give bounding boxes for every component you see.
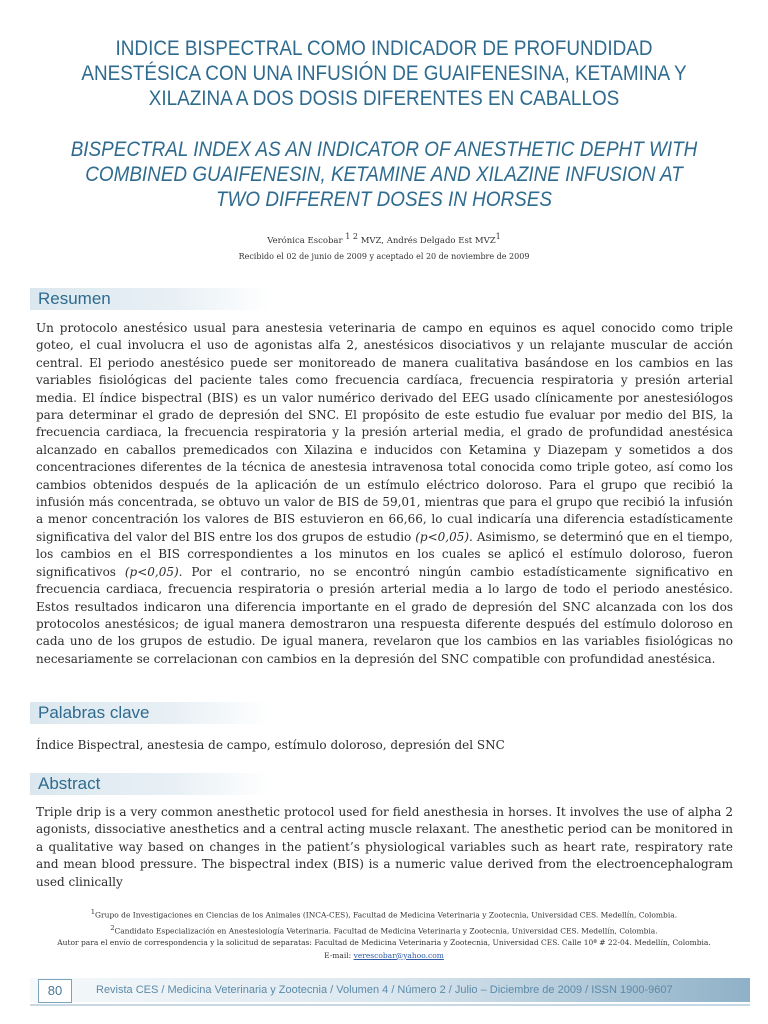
resumen-text-3: Por el contrario, no se encontró ningún cambio estadísticamente significativo en frecuencia cardiaca, frecuencia respiratoria o presión arterial media a lo largo de todo el periodo anestésico. Estos resultados indicaron una diferencia importante en el grado de depresión del SNC alcanzada con los dos protocolos anestésicos; de igual manera demostraron una respuesta diferente después del estímulo doloroso en cada uno de los grupos de estudio. De igual manera, revelaron que los cambios en las variables fisiológicas no necesariamente se correlacionan con cambios en la depresión del SNC compatible con profundidad anestésica. xyxy=(36,564,734,666)
footnote-email-line xyxy=(0,950,768,962)
footnote-1-mark: 1 xyxy=(90,908,96,916)
email-link[interactable]: verescobar@yahoo.com xyxy=(353,950,444,960)
section-heading-abstract: Abstract xyxy=(30,773,270,795)
email-label: E-mail: xyxy=(324,950,354,960)
author-1: Verónica Escobar xyxy=(267,235,343,246)
footnote-1 xyxy=(0,906,768,922)
page-number: 80 xyxy=(38,979,72,1003)
footer-divider xyxy=(30,1004,750,1006)
footnotes xyxy=(0,906,768,962)
title-english: BISPECTRAL INDEX AS AN INDICATOR OF ANESTHETIC DEPHT WITH COMBINED GUAIFENESIN, KETAMINE AND XILAZINE INFUSION AT TWO DIFFERENT DOSES IN HORSES xyxy=(70,138,698,211)
resumen-paragraph xyxy=(36,320,733,668)
footnote-2-text: Candidato Especialización en Anestesiología Veterinaria. Facultad de Medicina Veterinaria y Zootecnia, Universidad CES. Medellín, Colombia. xyxy=(114,926,658,936)
author-suffix: MVZ, Andrés Delgado Est MVZ xyxy=(360,235,496,246)
section-heading-resumen: Resumen xyxy=(30,288,270,310)
palabras-clave-text: Índice Bispectral, anestesia de campo, estímulo doloroso, depresión del SNC xyxy=(36,738,505,752)
resumen-text-1: Un protocolo anestésico usual para anestesia veterinaria de campo en equinos es aquel conocido como triple goteo, el cual involucra el uso de agonistas alfa 2, anestésicos disociativos y un relajante muscular de acción central. El periodo anestésico puede ser monitoreado de manera cualitativa basándose en los cambios en las variables fisiológicas del paciente tales como frecuencia cardíaca, frecuencia respiratoria y presión arterial media. El índice bispectral (BIS) es un valor numérico derivado del EEG usado clínicamente por anestesiólogos para determinar el grado de depresión del SNC. El propósito de este estudio fue evaluar por medio del BIS, la frecuencia cardiaca, la frecuencia respiratoria y la presión arterial media, el grado de profundidad anestésica alcanzado en caballos premedicados con Xilazina e inducidos con Ketamina y Diazepam y sometidos a dos concentraciones diferentes de la técnica de anestesia intravenosa total conocida como triple goteo, así como los cambios obtenidos después de la aplicación de un estímulo eléctrico doloroso. Para el grupo que recibió la infusión más concentrada, se obtuvo un valor de BIS de 59,01, mientras que para el grupo que recibió la infusión a menor concentración los valores de BIS estuvieron en 66,66, lo cual indicaría una diferencia estadísticamente significativa del valor del BIS entre los dos grupos de estudio xyxy=(36,321,733,544)
footnote-2 xyxy=(0,922,768,938)
footnote-2-mark: 2 xyxy=(110,923,115,932)
author-1-affiliation: 1 2 xyxy=(345,232,358,241)
resumen-p-value-1: (p<0,05). xyxy=(415,529,473,544)
resumen-p-value-2: (p<0,05). xyxy=(124,564,183,579)
abstract-paragraph: Triple drip is a very common anesthetic protocol used for field anesthesia in horses. It involves the use of alpha 2 agonists, dissociative anesthetics and a central acting muscle relaxant. The anesthetic period can be monitored in a qualitative way based on changes in the patient’s physiological variables such as heart rate, respiratory rate and mean blood pressure. The bispectral index (BIS) is a numeric value derived from the electroencephalogram used clinically xyxy=(36,805,733,889)
received-date: Recibido el 02 de junio de 2009 y aceptado el 20 de noviembre de 2009 xyxy=(238,252,530,261)
journal-citation: Revista CES / Medicina Veterinaria y Zootecnia / Volumen 4 / Número 2 / Julio – Diciembre de 2009 / ISSN 1900-9607 xyxy=(96,984,673,996)
footnote-correspondence: Autor para el envío de correspondencia y la solicitud de separatas: Facultad de Medicina Veterinaria y Zootecnia, Universidad CES. Calle 10ª # 22-04. Medellín, Colombia. xyxy=(57,938,711,948)
resumen-text-2: Asimismo, se determinó que en el tiempo, los cambios en el BIS correspondientes a los minutos en los cuales se aplicó el estímulo doloroso, fueron significativos xyxy=(36,529,733,579)
section-heading-palabras-clave: Palabras clave xyxy=(30,702,270,724)
title-spanish: INDICE BISPECTRAL COMO INDICADOR DE PROFUNDIDAD ANESTÉSICA CON UNA INFUSIÓN DE GUAIFENESINA, KETAMINA Y XILAZINA A DOS DOSIS DIFERENTES EN CABALLOS xyxy=(81,37,687,110)
author-line xyxy=(0,232,768,246)
author-2-affiliation: 1 xyxy=(495,232,501,241)
footnote-1-text: Grupo de Investigaciones en Ciencias de los Animales (INCA-CES), Facultad de Medicina Veterinaria y Zootecnia, Universidad CES. Medellín, Colombia. xyxy=(95,910,678,920)
